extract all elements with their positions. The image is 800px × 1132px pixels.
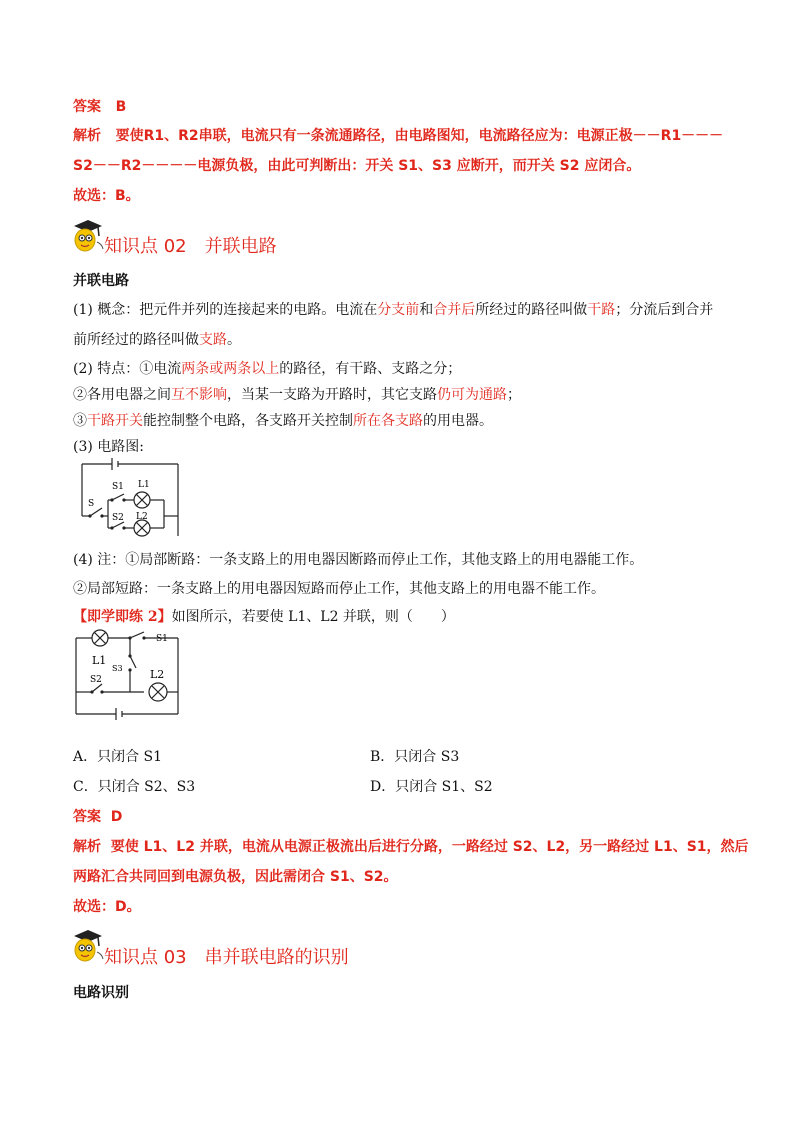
practice-tag: 【即学即练 2】 [73,609,172,625]
practice-circuit-diagram [72,626,184,722]
answer-value: B [115,99,127,115]
note-open-circuit: (4) 注：①局部断路：一条支路上的用电器因断路而停止工作，其他支路上的用电器能工作。 [73,552,644,568]
answer-2 [73,806,122,826]
circuit-identification-subtitle: 电路识别 [73,985,129,1001]
lamp-l2-label: L2 [150,668,165,681]
text: 。 [227,332,241,348]
parallel-concept-line-1 [73,299,713,319]
option-c[interactable]: C．只闭合 S2、S3 [73,779,196,795]
switch-s-label: S [88,499,95,509]
analysis-1-conclusion: 故选：B。 [73,188,140,204]
note-short-circuit: ②局部短路：一条支路上的用电器因短路而停止工作，其他支路上的用电器不能工作。 [73,581,605,597]
switch-s1-label: S1 [156,634,168,644]
text: 前所经过的路径叫做 [73,332,199,348]
parallel-circuit-diagram [78,456,184,542]
analysis-2-conclusion: 故选：D。 [73,899,141,915]
text: ，当某一支路为开路时，其它支路 [227,387,437,403]
option-d[interactable]: D．只闭合 S1、S2 [370,779,493,795]
practice-2-question [73,606,455,626]
keyword-trunk-switch: 干路开关 [87,413,143,429]
analysis-text: 要使 L1、L2 并联，电流从电源正极流出后进行分路，一路经过 S2、L2，另一路经过 L1、S1，然后 [110,839,749,855]
option-b[interactable]: B．只闭合 S3 [370,749,460,765]
lamp-l1-label: L1 [138,480,150,490]
keyword-after-merge: 合并后 [433,302,476,318]
section-title-kp02: 知识点 02 并联电路 [104,236,277,257]
keyword-trunk: 干路 [587,302,616,318]
answer-label: 答案 [73,809,101,825]
text: (1) 概念：把元件并列的连接起来的电路。电流在 [73,302,378,318]
parallel-feature-3 [73,410,493,430]
analysis-label: 解析 [73,839,101,855]
parallel-concept-line-2 [73,329,241,349]
keyword-still-conducting: 仍可为通路 [437,387,507,403]
analysis-1-line-1 [73,125,723,145]
switch-s3-label: S3 [112,664,123,673]
analysis-label: 解析 [73,128,101,144]
parallel-subtitle: 并联电路 [73,273,129,289]
text: ②各用电器之间 [73,387,171,403]
keyword-own-branch: 所在各支路 [353,413,423,429]
analysis-1-line-2: S2－－R2－－－－电源负极，由此可判断出：开关 S1、S3 应断开，而开关 S2 应闭合。 [73,158,641,174]
mascot-graduate-icon [70,928,104,966]
text: 的路径，有干路、支路之分； [279,361,462,377]
text: (2) 特点：①电流 [73,361,182,377]
analysis-text: 要使R1、R2串联，电流只有一条流通路径，由电路图知，电流路径应为：电源正极－－R1－－－ [115,128,724,144]
text: 和 [419,302,434,318]
question-text: 如图所示，若要使 L1、L2 并联，则（ ） [171,609,455,625]
keyword-before-branch: 分支前 [377,302,420,318]
text: ； [507,387,521,403]
switch-s2-label: S2 [112,513,124,523]
keyword-branch: 支路 [199,332,227,348]
answer-value: D [110,809,123,825]
analysis-2-line-1 [73,836,749,856]
option-a[interactable]: A．只闭合 S1 [73,749,163,765]
lamp-l2-label: L2 [136,512,148,522]
keyword-independent: 互不影响 [171,387,227,403]
answer-1 [73,96,126,116]
parallel-feature-1 [73,358,461,378]
parallel-diagram-label: (3) 电路图: [73,439,144,455]
section-title-kp03: 知识点 03 串并联电路的识别 [104,947,349,968]
mascot-graduate-icon [70,218,104,256]
parallel-feature-2 [73,384,521,404]
lamp-l1-label: L1 [92,654,107,667]
answer-label: 答案 [73,99,101,115]
text: 能控制整个电路，各支路开关控制 [143,413,353,429]
switch-s2-label: S2 [90,675,102,685]
text: 的用电器。 [423,413,493,429]
switch-s1-label: S1 [112,482,124,492]
keyword-paths: 两条或两条以上 [181,361,280,377]
analysis-2-line-2: 两路汇合共同回到电源负极，因此需闭合 S1、S2。 [73,869,398,885]
text: ③ [73,413,87,429]
text: 所经过的路径叫做 [475,302,588,318]
text: ；分流后到合并 [615,302,714,318]
